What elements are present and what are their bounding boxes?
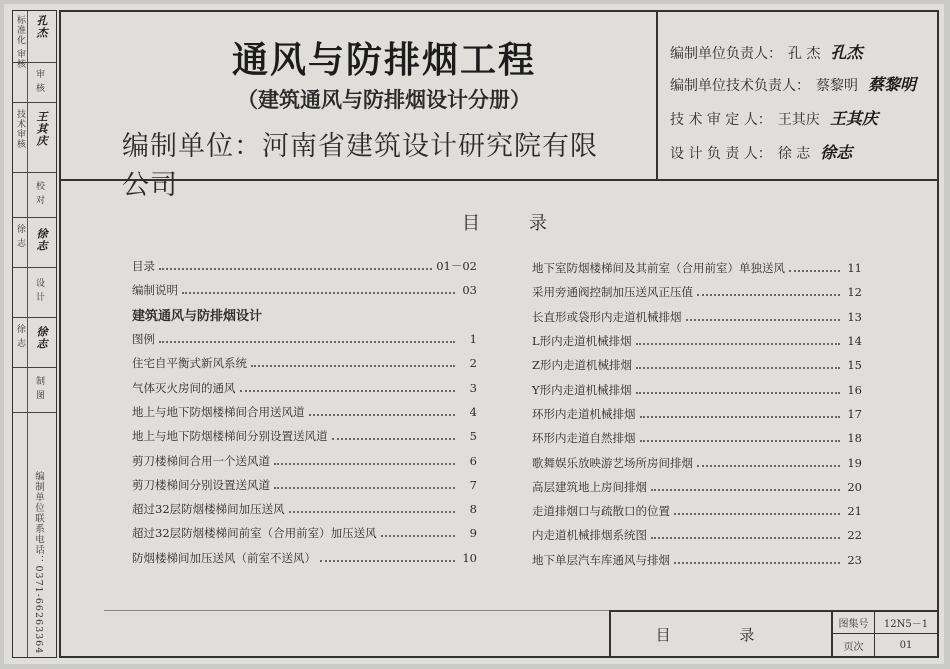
contact-phone: 编制单位联系电话：0371-66263364 [33, 471, 44, 655]
toc-entry [132, 375, 477, 399]
drawing-sheet [4, 4, 944, 664]
toc-entry-page: 22 [847, 528, 862, 543]
toc-entry [132, 400, 477, 424]
toc-entry [532, 426, 862, 450]
toc-entry-label: 建筑通风与防排烟设计 [132, 309, 263, 325]
toc-entry [532, 499, 862, 523]
strip-label: 徐 志 [15, 224, 25, 248]
toc-entry [132, 327, 477, 351]
toc-entry-label: 地下室防烟楼梯间及其前室（合用前室）单独送风 [532, 261, 785, 276]
toc-entry-label: 剪刀楼梯间分别设置送风道 [132, 477, 270, 492]
toc-leader-dots [674, 513, 840, 515]
toc-leader-dots [674, 562, 840, 564]
toc-entry-page: 19 [847, 455, 862, 470]
toc-entry [532, 280, 862, 304]
compiling-unit: 编制单位：河南省建筑设计研究院有限公司 [122, 131, 598, 201]
toc-entry-page: 12 [847, 285, 862, 300]
toc-leader-dots [159, 341, 455, 343]
role-label: 技 术 审 定 人： [670, 112, 772, 128]
toc-entry [132, 448, 477, 472]
toc-entry [132, 546, 477, 570]
toc-entry-page: 8 [469, 502, 477, 517]
toc-entry [132, 351, 477, 375]
toc-entry [532, 523, 862, 547]
toc-leader-dots [182, 292, 455, 294]
toc-entry-page: 9 [469, 526, 477, 541]
signature: 徐志 [820, 143, 853, 162]
responsible-row [670, 140, 852, 163]
person-name: 徐 志 [777, 146, 811, 162]
toc-title-a: 目 [462, 213, 480, 234]
toc-entry [132, 254, 477, 278]
strip-cell-1 [13, 11, 56, 69]
toc-entry-label: 住宅自平衡式新风系统 [132, 356, 247, 371]
toc-entry [532, 329, 862, 353]
toc-entry-page: 3 [469, 380, 477, 395]
toc-leader-dots [789, 270, 840, 272]
toc-entry-page: 16 [847, 382, 862, 397]
toc-leader-dots [159, 268, 432, 270]
toc-left-column [132, 254, 477, 570]
toc-entry-label: 防烟楼梯间加压送风（前室不送风） [132, 550, 316, 565]
toc-entry-label: 环形内走道机械排烟 [532, 406, 636, 421]
toc-entry-page: 21 [847, 504, 862, 519]
toc-entry-page: 10 [462, 550, 477, 565]
strip-cell-6 [13, 268, 56, 318]
toc-leader-dots [636, 367, 840, 369]
signature: 蔡黎明 [868, 75, 917, 94]
toc-entry-page: 20 [847, 479, 862, 494]
toc-entry-label: 地上与地下防烟楼梯间分别设置送风道 [132, 429, 328, 444]
bottom-rule [104, 610, 609, 611]
role-label: 编制单位负责人： [670, 46, 782, 62]
toc-leader-dots [636, 343, 840, 345]
toc-entry [132, 521, 477, 545]
strip-signature: 王其庆 [35, 111, 48, 147]
person-name: 蔡黎明 [816, 78, 858, 94]
toc-entry-label: 内走道机械排烟系统图 [532, 528, 647, 543]
atlas-label: 图集号 [833, 612, 875, 634]
toc-entry [532, 256, 862, 280]
toc-leader-dots [251, 365, 455, 367]
strip-label: 制 图 [34, 376, 44, 400]
title-block [609, 610, 939, 658]
toc-entry [532, 548, 862, 572]
toc-entry-label: 地上与地下防烟楼梯间合用送风道 [132, 404, 305, 419]
toc-entry-page: 11 [847, 261, 862, 276]
toc-entry-page: 4 [469, 404, 477, 419]
page-label: 页次 [833, 634, 875, 656]
strip-cell-2 [13, 63, 56, 103]
toc-entry-label: 剪刀楼梯间合用一个送风道 [132, 453, 270, 468]
toc-entry-page: 01－02 [436, 259, 477, 274]
toc-leader-dots [697, 294, 840, 296]
toc-leader-dots [640, 416, 841, 418]
toc-entry-page: 03 [462, 283, 477, 298]
toc-entry-label: 图例 [132, 332, 155, 347]
toc-entry-page: 23 [847, 552, 862, 567]
toc-entry-label: 超过32层防烟楼梯间前室（合用前室）加压送风 [132, 526, 377, 541]
strip-label: 技术审核 [15, 109, 25, 149]
strip-label: 标准化 审核 [15, 15, 25, 69]
toc-entry-label: 歌舞娱乐放映游艺场所房间排烟 [532, 455, 693, 470]
page-subtitle: （建筑通风与防排烟设计分册） [237, 88, 531, 112]
toc-leader-dots [651, 537, 840, 539]
page-number: 01 [899, 639, 913, 651]
toc-leader-dots [289, 511, 455, 513]
toc-entry-label: Y形内走道机械排烟 [532, 382, 632, 397]
toc-leader-dots [651, 489, 840, 491]
toc-entry [532, 377, 862, 401]
toc-leader-dots [697, 465, 840, 467]
toc-title-b: 录 [529, 213, 547, 234]
toc-entry-label: 超过32层防烟楼梯间加压送风 [132, 502, 285, 517]
role-label: 编制单位技术负责人： [670, 78, 810, 94]
responsible-box [656, 10, 939, 179]
toc-entry [132, 303, 477, 327]
toc-entry [532, 305, 862, 329]
toc-leader-dots [332, 438, 456, 440]
toc-entry [132, 424, 477, 448]
strip-cell-5 [13, 218, 56, 268]
toc-entry-page: 17 [847, 406, 862, 421]
toc-entry [532, 475, 862, 499]
strip-cell-7 [13, 318, 56, 368]
signature-strip [12, 10, 57, 658]
toc-right-column [532, 256, 862, 572]
toc-leader-dots [686, 319, 841, 321]
page-title: 通风与防排烟工程 [231, 40, 536, 81]
toc-entry-page: 14 [847, 334, 862, 349]
toc-entry-label: Z形内走道机械排烟 [532, 358, 632, 373]
toc-entry [532, 402, 862, 426]
toc-entry [532, 353, 862, 377]
strip-label: 校 对 [34, 181, 44, 205]
toc-entry-label: 高层建筑地上房间排烟 [532, 479, 647, 494]
strip-label: 审 核 [34, 69, 44, 93]
toc-leader-dots [381, 535, 455, 537]
responsible-row [670, 106, 878, 129]
toc-entry-label: 气体灭火房间的通风 [132, 380, 236, 395]
toc-entry-label: 地下单层汽车库通风与排烟 [532, 552, 670, 567]
strip-cell-8 [13, 368, 56, 413]
strip-cell-4 [13, 173, 56, 218]
toc-entry-label: 编制说明 [132, 283, 178, 298]
title-block-name: 目 录 [611, 612, 833, 656]
toc-entry-page: 2 [469, 356, 477, 371]
person-name: 孔 杰 [788, 46, 821, 62]
responsible-row [670, 40, 862, 63]
toc-leader-dots [636, 392, 840, 394]
toc-entry-page: 6 [469, 453, 477, 468]
toc-entry-page: 13 [847, 309, 862, 324]
strip-label: 徐 志 [15, 324, 25, 348]
role-label: 设 计 负 责 人： [670, 146, 772, 162]
toc-entry [132, 497, 477, 521]
toc-leader-dots [274, 487, 455, 489]
toc-leader-dots [240, 390, 456, 392]
toc-entry-label: 目录 [132, 259, 155, 274]
strip-signature: 孔杰 [35, 15, 48, 39]
toc-entry-label: 采用旁通阀控制加压送风正压值 [532, 285, 693, 300]
toc-entry [532, 450, 862, 474]
signature: 王其庆 [829, 109, 878, 128]
responsible-row [670, 72, 916, 95]
strip-signature: 徐志 [35, 228, 48, 252]
toc-entry-label: 长直形或袋形内走道机械排烟 [532, 309, 682, 324]
toc-entry-label: 环形内走道自然排烟 [532, 431, 636, 446]
toc-leader-dots [640, 440, 841, 442]
atlas-number: 12N5－1 [875, 612, 937, 634]
toc-entry-label: L形内走道机械排烟 [532, 334, 632, 349]
strip-cell-3 [13, 103, 56, 173]
toc-entry-page: 1 [469, 332, 477, 347]
strip-label: 设 计 [34, 278, 44, 302]
toc-leader-dots [309, 414, 456, 416]
toc-entry-page: 5 [469, 429, 477, 444]
toc-entry-page: 18 [847, 431, 862, 446]
toc-leader-dots [274, 463, 455, 465]
toc-entry-page: 7 [469, 477, 477, 492]
toc-entry-page: 15 [847, 358, 862, 373]
strip-signature: 徐志 [35, 326, 48, 350]
toc-entry [132, 473, 477, 497]
person-name: 王其庆 [777, 112, 820, 128]
toc-entry [132, 278, 477, 302]
toc-entry-label: 走道排烟口与疏散口的位置 [532, 504, 670, 519]
toc-leader-dots [320, 560, 455, 562]
signature: 孔杰 [830, 43, 863, 62]
